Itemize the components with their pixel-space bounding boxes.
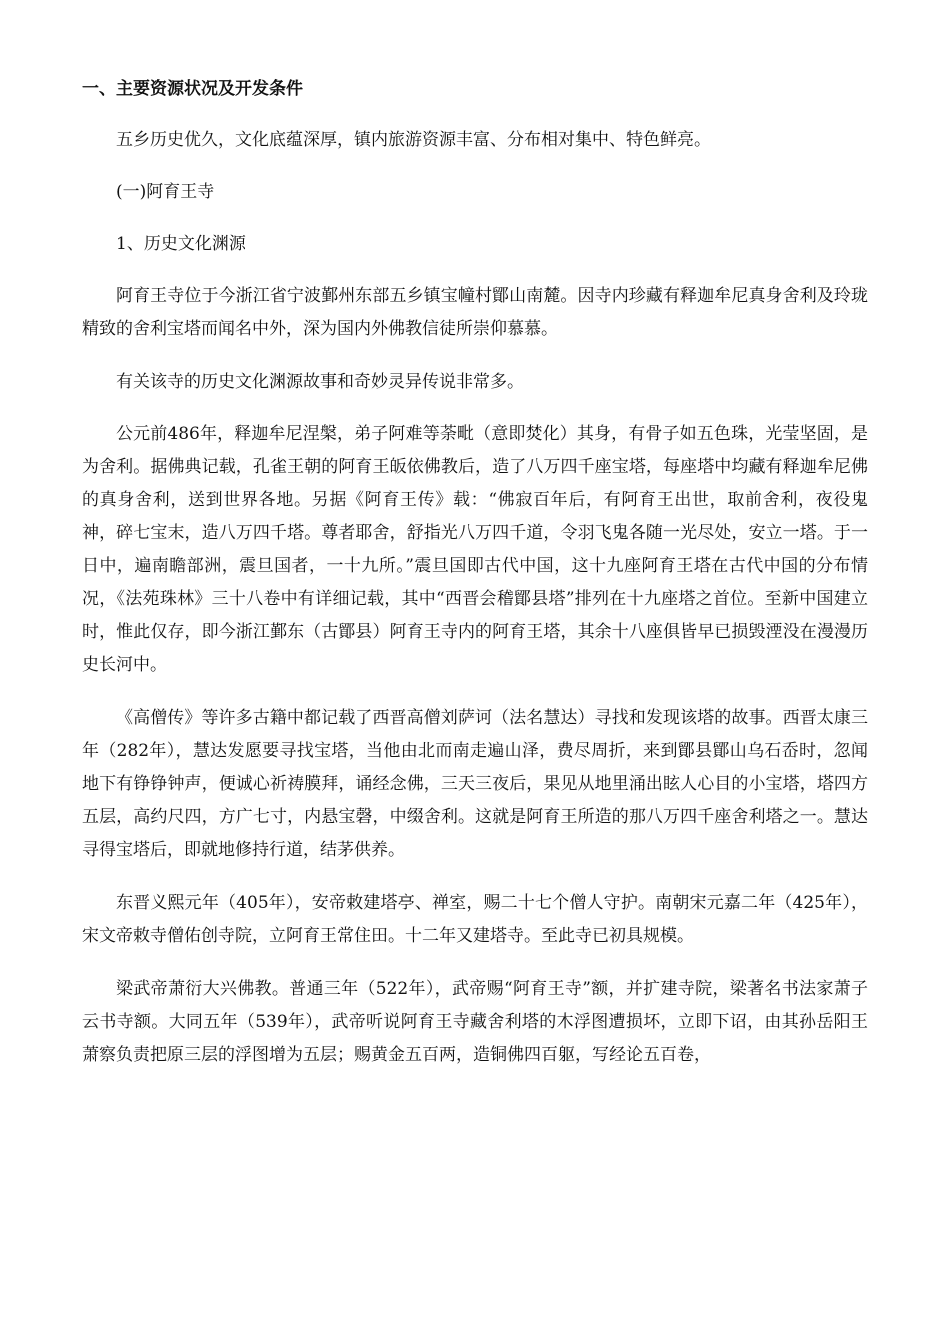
sub-subsection-heading: 1、历史文化渊源	[116, 234, 246, 254]
body-paragraph: 有关该寺的历史文化渊源故事和奇妙灵异传说非常多。	[116, 372, 524, 392]
subsection-heading: (一)阿育王寺	[116, 182, 215, 202]
body-paragraph: 梁武帝萧衍大兴佛教。普通三年（522年），武帝赐“阿育王寺”额，并扩建寺院，梁著名书法家萧子云书寺额。大同五年（539年），武帝听说阿育王寺藏舍利塔的木浮图遭损坏，立即下诏，由其孙岳阳王萧察负责把原三层的浮图增为五层；赐黄金五百两，造铜佛四百躯，写经论五百卷，	[82, 979, 868, 1065]
intro-paragraph: 五乡历史优久，文化底蕴深厚，镇内旅游资源丰富、分布相对集中、特色鲜亮。	[116, 130, 711, 150]
body-paragraph: 《高僧传》等许多古籍中都记载了西晋高僧刘萨诃（法名慧达）寻找和发现该塔的故事。西晋太康三年（282年），慧达发愿要寻找宝塔，当他由北而南走遍山泽，费尽周折，来到鄮县鄮山乌石岙时，忽闻地下有铮铮钟声，便诚心祈祷膜拜，诵经念佛，三天三夜后，果见从地里涌出眩人心目的小宝塔，塔四方五层，高约尺四，方广七寸，内悬宝磬，中缀舍利。这就是阿育王所造的那八万四千座舍利塔之一。慧达寻得宝塔后，即就地修持行道，结茅供养。	[82, 708, 868, 860]
body-paragraph: 阿育王寺位于今浙江省宁波鄞州东部五乡镇宝幢村鄮山南麓。因寺内珍藏有释迦牟尼真身舍利及玲珑精致的舍利宝塔而闻名中外，深为国内外佛教信徒所崇仰慕慕。	[82, 286, 868, 339]
section-heading: 一、主要资源状况及开发条件	[82, 79, 303, 99]
body-paragraph: 东晋义熙元年（405年），安帝敕建塔亭、禅室，赐二十七个僧人守护。南朝宋元嘉二年（425年），宋文帝敕寺僧佑创寺院，立阿育王常住田。十二年又建塔寺。至此寺已初具规模。	[82, 893, 868, 946]
body-paragraph: 公元前486年，释迦牟尼涅槃，弟子阿难等荼毗（意即焚化）其身，有骨子如五色珠，光莹坚固，是为舍利。据佛典记载，孔雀王朝的阿育王皈依佛教后，造了八万四千座宝塔，每座塔中均藏有释迦牟尼佛的真身舍利，送到世界各地。另据《阿育王传》载：“佛寂百年后，有阿育王出世，取前舍利，夜役鬼神，碎七宝末，造八万四千塔。尊者耶舍，舒指光八万四千道，令羽飞鬼各随一光尽处，安立一塔。于一日中，遍南瞻部洲，震旦国者，一十九所。”震旦国即古代中国，这十九座阿育王塔在古代中国的分布情况，《法苑珠林》三十八卷中有详细记载，其中“西晋会稽鄮县塔”排列在十九座塔之首位。至新中国建立时，惟此仅存，即今浙江鄞东（古鄮县）阿育王寺内的阿育王塔，其余十八座俱皆早已损毁湮没在漫漫历史长河中。	[82, 424, 868, 675]
